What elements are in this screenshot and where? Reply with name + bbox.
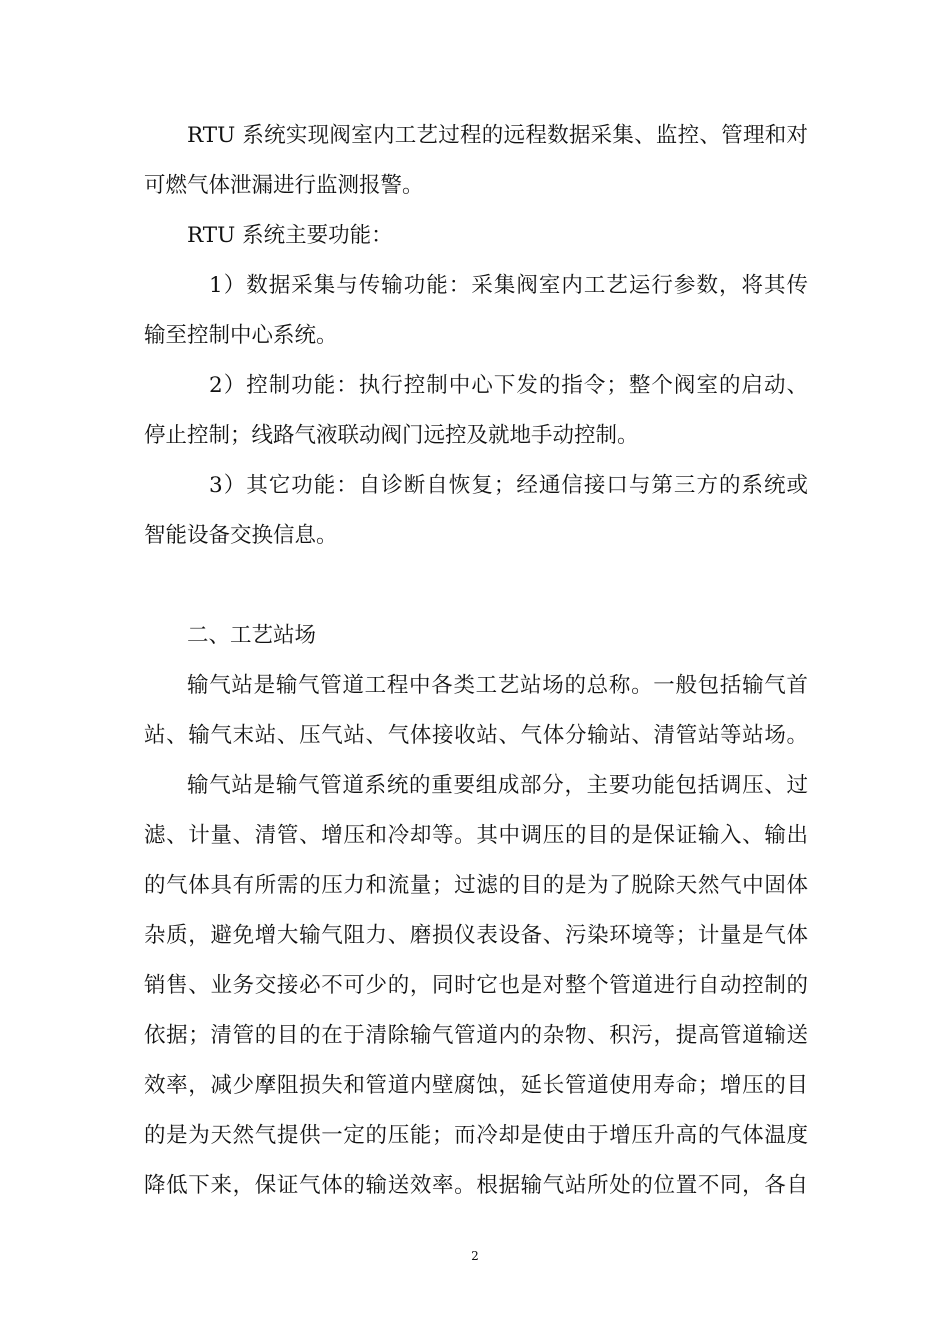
paragraph-2-line-6: 依据；清管的目的在于清除输气管道内的杂物、积污，提高管道输送: [144, 1023, 808, 1048]
paragraph-2-line-7: 效率，减少摩阻损失和管道内壁腐蚀，延长管道使用寿命；增压的目: [144, 1073, 808, 1098]
paragraph-1-line-2: 站、输气末站、压气站、气体接收站、气体分输站、清管站等站场。: [144, 723, 808, 748]
paragraph-2-line-9: 降低下来，保证气体的输送效率。根据输气站所处的位置不同，各自: [144, 1173, 808, 1198]
paragraph-2-line-3: 的气体具有所需的压力和流量；过滤的目的是为了脱除天然气中固体: [144, 873, 808, 898]
rtu-intro-line-1: RTU 系统实现阀室内工艺过程的远程数据采集、监控、管理和对: [187, 123, 808, 148]
function-item-1-line-1: 1）数据采集与传输功能：采集阀室内工艺运行参数，将其传: [209, 273, 808, 298]
paragraph-1-line-1: 输气站是输气管道工程中各类工艺站场的总称。一般包括输气首: [187, 673, 808, 698]
paragraph-2-line-5: 销售、业务交接必不可少的，同时它也是对整个管道进行自动控制的: [144, 973, 808, 998]
page-number: 2: [471, 1249, 479, 1263]
section-heading: 二、工艺站场: [187, 623, 317, 648]
paragraph-2-line-2: 滤、计量、清管、增压和冷却等。其中调压的目的是保证输入、输出: [144, 823, 808, 848]
function-item-2-line-2: 停止控制；线路气液联动阀门远控及就地手动控制。: [144, 423, 639, 448]
function-item-2-line-1: 2）控制功能：执行控制中心下发的指令；整个阀室的启动、: [209, 373, 808, 398]
function-item-3-line-1: 3）其它功能：自诊断自恢复；经通信接口与第三方的系统或: [209, 473, 808, 498]
rtu-intro-line-2: 可燃气体泄漏进行监测报警。: [144, 173, 424, 198]
function-item-1-line-2: 输至控制中心系统。: [144, 323, 338, 348]
paragraph-2-line-8: 的是为天然气提供一定的压能；而冷却是使由于增压升高的气体温度: [144, 1123, 808, 1148]
rtu-functions-title: RTU 系统主要功能：: [187, 223, 393, 248]
paragraph-2-line-1: 输气站是输气管道系统的重要组成部分，主要功能包括调压、过: [187, 773, 808, 798]
paragraph-2-line-4: 杂质，避免增大输气阻力、磨损仪表设备、污染环境等；计量是气体: [144, 923, 808, 948]
function-item-3-line-2: 智能设备交换信息。: [144, 523, 338, 548]
